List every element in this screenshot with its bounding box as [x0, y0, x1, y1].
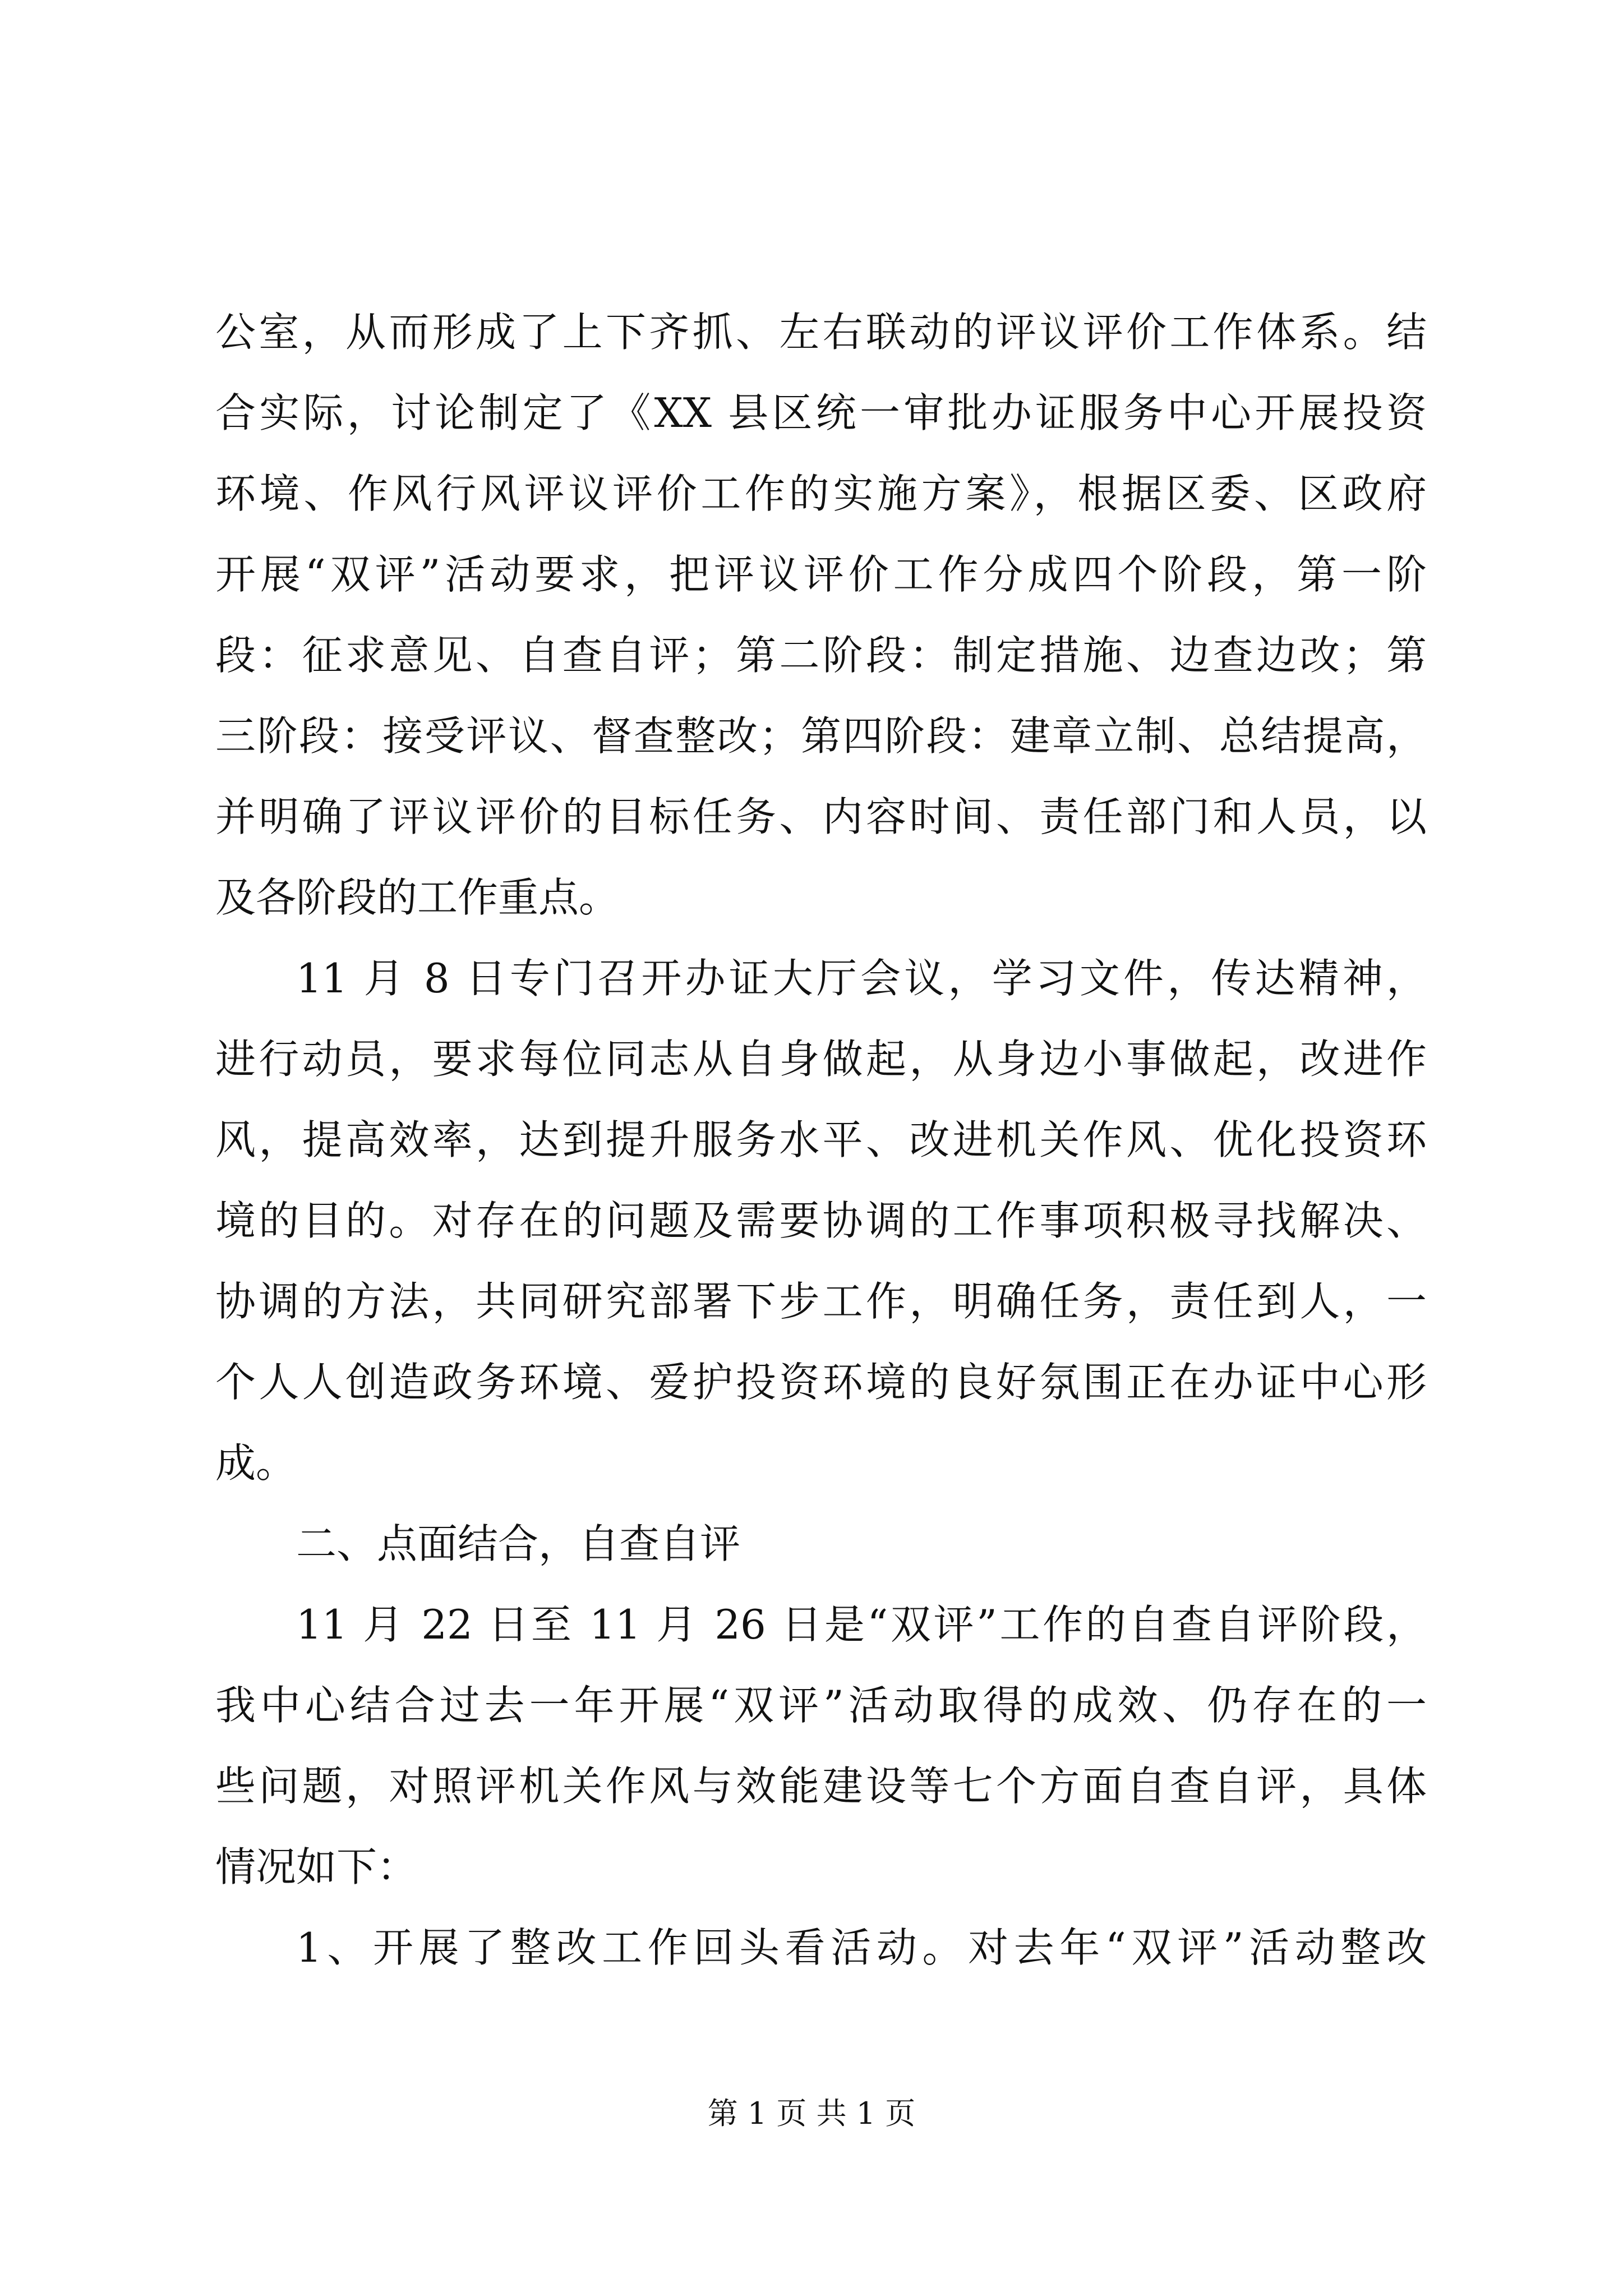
paragraph-first-line: 11 月 8 日专门召开办证大厅会议，学习文件，传达精神，	[296, 955, 1427, 1002]
text-line: 进行动员，要求每位同志从自身做起，从身边小事做起，改进作	[215, 1036, 1427, 1083]
text-line: 并明确了评议评价的目标任务、内容时间、责任部门和人员，以	[215, 793, 1427, 840]
document-body	[215, 292, 1427, 1988]
text-line: 风，提高效率，达到提升服务水平、改进机关作风、优化投资环	[215, 1116, 1427, 1163]
text-line: 合实际，讨论制定了《XX 县区统一审批办证服务中心开展投资	[215, 389, 1427, 436]
text-line: 情况如下：	[215, 1843, 418, 1890]
text-line: 段：征求意见、自查自评；第二阶段：制定措施、边查边改；第	[215, 632, 1427, 679]
text-line: 开展“双评”活动要求，把评议评价工作分成四个阶段，第一阶	[215, 551, 1427, 598]
paragraph-first-line: 1、开展了整改工作回头看活动。对去年“双评”活动整改	[296, 1924, 1427, 1971]
section-heading: 二、点面结合，自查自评	[296, 1520, 741, 1567]
text-line: 及各阶段的工作重点。	[215, 874, 620, 921]
page-number-label: 第 1 页 共 1 页	[707, 2096, 916, 2131]
text-line: 三阶段：接受评议、督查整改；第四阶段：建章立制、总结提高，	[215, 712, 1427, 760]
text-line: 成。	[215, 1439, 297, 1487]
text-line: 公室，从而形成了上下齐抓、左右联动的评议评价工作体系。结	[215, 309, 1427, 356]
text-line: 些问题，对照评机关作风与效能建设等七个方面自查自评，具体	[215, 1763, 1427, 1810]
text-line: 境的目的。对存在的问题及需要协调的工作事项积极寻找解决、	[215, 1197, 1427, 1244]
paragraph-first-line: 11 月 22 日至 11 月 26 日是“双评”工作的自查自评阶段，	[296, 1601, 1427, 1648]
text-line: 我中心结合过去一年开展“双评”活动取得的成效、仍存在的一	[215, 1682, 1427, 1729]
text-line: 协调的方法，共同研究部署下步工作，明确任务，责任到人，一	[215, 1278, 1427, 1325]
text-line: 个人人创造政务环境、爱护投资环境的良好氛围正在办证中心形	[215, 1359, 1427, 1406]
page-footer	[0, 2096, 1623, 2132]
text-line: 环境、作风行风评议评价工作的实施方案》，根据区委、区政府	[215, 470, 1427, 517]
